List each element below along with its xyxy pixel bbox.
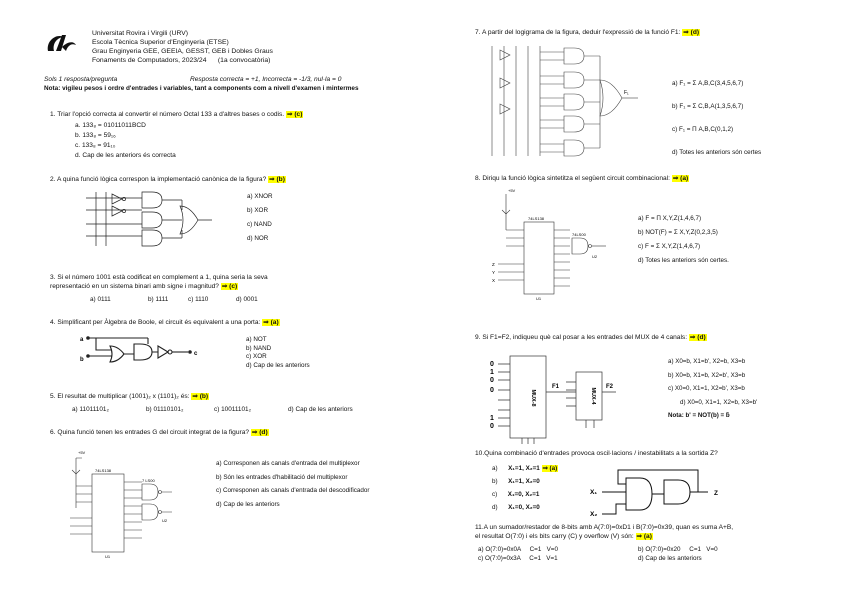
- question-4-options: [246, 336, 310, 370]
- rule-note: Nota: vigileu pesos i ordre d'entrades i variables, tant a components com a nivell d'examen i mintermes: [44, 85, 359, 92]
- rule-scoring: Resposta correcta = +1, Incorrecta = -1/3, nul·la = 0: [190, 76, 342, 83]
- question-6-answer: ⇒ (d): [251, 429, 268, 436]
- q1-option-b[interactable]: b. 133₈ = 59₁₆: [75, 132, 116, 139]
- logo-text: URV: [57, 51, 65, 56]
- q8-input-y: Y: [492, 270, 496, 275]
- question-4-answer: ⇒ (a): [263, 319, 279, 326]
- q8-chip-label: 74LS138: [528, 216, 545, 221]
- q8-circuit-diagram: [492, 186, 620, 302]
- question-7-options: [672, 72, 761, 164]
- q9-option-d[interactable]: d) X0=0, X1=1, X2=b, X3=b': [680, 398, 758, 406]
- q10-circuit-diagram: [590, 464, 740, 520]
- q9-f2-label: F2: [606, 384, 614, 390]
- q9-note: Nota: b' = NOT(b) = b̄: [668, 412, 730, 419]
- q4-option-c[interactable]: c) XOR: [246, 353, 267, 360]
- question-1: [50, 110, 303, 118]
- rule-one-answer: Sols 1 resposta/pregunta: [44, 76, 118, 83]
- question-2-answer: ⇒ (b): [269, 176, 285, 183]
- q3-option-d[interactable]: d) 0001: [236, 296, 258, 303]
- question-11-answer: ⇒ (a): [636, 533, 652, 540]
- svg-text:0: 0: [490, 387, 494, 394]
- q4-label-a: a: [80, 337, 84, 343]
- question-6-text: 6. Quina funció tenen les entrades G del circuit integrat de la figura?: [50, 429, 250, 436]
- q10-option-b[interactable]: b) X₁=1, X₂=0: [492, 478, 540, 485]
- q7-option-d[interactable]: d) Totes les anteriors són certes: [672, 149, 762, 156]
- q2-option-c[interactable]: c) NAND: [247, 221, 272, 228]
- question-8-answer: ⇒ (a): [672, 175, 689, 182]
- q1-option-c[interactable]: c. 133₈ = 91₁₀: [75, 142, 116, 149]
- q4-option-b[interactable]: b) NAND: [246, 344, 272, 352]
- question-9-options: [668, 355, 757, 423]
- q11-option-c[interactable]: c) O(7:0)=0x3A C=1 V=1: [478, 555, 558, 562]
- q8-input-x: X: [492, 278, 496, 283]
- question-7-text: 7. A partir del logigrama de la figura, deduir l'expressió de la funció F1:: [475, 29, 681, 36]
- q9-option-c[interactable]: c) X0=0, X1=1, X2=b', X3=b: [668, 385, 745, 392]
- q7-output-label: F₁: [624, 90, 629, 96]
- degree-name: Grau Enginyeria GEE, GEEIA, GESST, GEB i Dobles Graus: [92, 48, 273, 55]
- question-3-answer: ⇒ (c): [221, 283, 238, 290]
- q7-option-c[interactable]: c) F₁ = Π A,B,C(0,1,2): [672, 126, 734, 133]
- q10-option-d[interactable]: d) X₁=0, X₂=0: [492, 504, 540, 511]
- q10-option-a[interactable]: a) X₁=1, X₂=1 ⇒ (a): [492, 465, 558, 472]
- svg-text:1: 1: [490, 369, 494, 376]
- q3-option-b[interactable]: b) 1111: [148, 296, 169, 303]
- q2-circuit-diagram: [82, 188, 222, 250]
- question-5: [50, 392, 209, 400]
- q9-mux8-label: MUX-8: [530, 389, 536, 407]
- question-2-text: 2. A quina funció lògica correspon la implementació canònica de la figura?: [50, 176, 267, 183]
- question-7: [475, 28, 700, 36]
- q6-u2: U2: [162, 518, 168, 523]
- question-6: [50, 428, 269, 436]
- question-8: [475, 174, 689, 182]
- q11-option-b[interactable]: b) O(7:0)=0x20 C=1 V=0: [638, 546, 718, 553]
- q6-chip-label: 74LS138: [95, 468, 112, 473]
- q7-option-a[interactable]: a) F₁ = Σ A,B,C(3,4,5,6,7): [672, 80, 744, 87]
- question-4: [50, 318, 280, 326]
- q4-circuit-diagram: [80, 332, 208, 368]
- q4-option-d[interactable]: d) Cap de les anteriors: [246, 361, 310, 369]
- q1-option-a[interactable]: a. 133₈ = 01011011BCD: [75, 122, 146, 129]
- svg-text:0: 0: [490, 361, 494, 368]
- question-7-answer: ⇒ (d): [683, 29, 700, 36]
- q8-option-a[interactable]: a) F = Π X,Y,Z(1,4,6,7): [638, 215, 702, 222]
- q6-option-d[interactable]: d) Cap de les anteriors: [216, 500, 280, 508]
- q2-option-a[interactable]: a) XNOR: [247, 193, 273, 200]
- school-name: Escola Tècnica Superior d'Enginyeria (ETSE): [92, 39, 229, 46]
- convocatoria: (1a convocatòria): [217, 57, 271, 64]
- q9-option-a[interactable]: a) X0=b, X1=b', X2=b, X3=b: [668, 358, 746, 365]
- question-4-text: 4. Simplificant per Àlgebra de Boole, el circuit és equivalent a una porta:: [50, 319, 261, 326]
- q11-option-d[interactable]: d) Cap de les anteriors: [638, 555, 702, 562]
- q6-option-b[interactable]: b) Són les entrades d'habilitació del multiplexor: [216, 473, 348, 481]
- question-5-answer: ⇒ (b): [192, 393, 209, 400]
- q5-option-d[interactable]: d) Cap de les anteriors: [288, 406, 353, 413]
- question-10-answer: ⇒ (a): [542, 465, 558, 472]
- q3-option-c[interactable]: c) 1110: [188, 296, 209, 303]
- question-10-text: 10.Quina combinació d'entrades provoca oscil·lacions / inestabilitats a la sortida Z?: [475, 450, 718, 457]
- question-1-options: [75, 121, 176, 161]
- question-9-text: 9. Si F1=F2, indiqueu què cal posar a les entrades del MUX de 4 canals:: [475, 334, 688, 341]
- q10-x2-label: X₂: [590, 511, 598, 518]
- q4-label-c: c: [194, 351, 198, 357]
- question-11-text-line1: 11.A un sumador/restador de 8-bits amb A(7:0)=0xD1 i B(7:0)=0x39, quan es suma A+B,: [475, 524, 734, 531]
- q8-option-c[interactable]: c) F = Σ X,Y,Z(1,4,6,7): [638, 243, 701, 250]
- q9-circuit-diagram: [488, 352, 638, 444]
- q5-option-b[interactable]: b) 01110101₂: [146, 406, 184, 413]
- svg-text:0: 0: [490, 377, 494, 384]
- question-11: [475, 523, 733, 541]
- question-6-options: [216, 460, 386, 509]
- q4-label-b: b: [80, 357, 84, 363]
- question-3-text-line1: 3. Si el número 1001 està codificat en complement a 1, quina seria la seva: [50, 274, 268, 281]
- question-10-options: [492, 462, 558, 514]
- question-2-options: [247, 190, 273, 246]
- question-11-text-line2: el resultat O(7:0) i els bits carry (C) y overflow (V) són:: [475, 533, 634, 540]
- q10-x1-label: X₁: [590, 489, 598, 496]
- q6-option-c[interactable]: c) Corresponen als canals d'entrada del descodificador: [216, 487, 370, 494]
- q7-logigram: [488, 40, 648, 160]
- q8-vcc: +5V: [508, 188, 516, 193]
- question-1-text: 1. Triar l'opció correcta al convertir el número Octal 133 a d'altres bases o codis.: [50, 111, 285, 118]
- q9-mux4-label: MUX-4: [590, 387, 596, 405]
- q2-option-d[interactable]: d) NOR: [247, 235, 269, 242]
- question-1-answer: ⇒ (c): [286, 111, 303, 118]
- q11-option-a[interactable]: a) O(7:0)=0x0A C=1 V=0: [478, 546, 558, 553]
- q8-u1: U1: [536, 296, 542, 301]
- question-9-answer: ⇒ (d): [689, 334, 706, 341]
- question-3: [50, 273, 268, 291]
- q6-chip2-label: 7 LS00: [142, 478, 155, 483]
- q8-chip2-label: 74LS00: [572, 232, 586, 237]
- q10-option-c[interactable]: c) X₁=0, X₂=1: [492, 491, 540, 498]
- question-8-text: 8. Diriqu la funció lògica sintetitza el següent circuit combinacional:: [475, 175, 670, 182]
- question-10: [475, 450, 718, 457]
- course-name: Fonaments de Computadors, 2023/24 (1a convocatòria): [92, 57, 271, 64]
- svg-text:0: 0: [490, 423, 494, 430]
- q10-z-label: Z: [714, 490, 718, 497]
- q6-vcc: +5V: [78, 450, 86, 455]
- q5-option-a[interactable]: a) 11011101₂: [72, 406, 109, 413]
- q2-option-b[interactable]: b) XOR: [247, 207, 268, 214]
- q6-u1: U1: [105, 554, 111, 559]
- q8-option-d[interactable]: d) Totes les anteriors són certes.: [638, 257, 729, 264]
- q6-circuit-diagram: [62, 448, 192, 560]
- q8-input-z: Z: [492, 262, 495, 267]
- q8-option-b[interactable]: b) NOT(F) = Σ X,Y,Z(0,2,3,5): [638, 229, 718, 236]
- question-5-text: 5. El resultat de multiplicar (1001)₂ x (1101)₂ és:: [50, 393, 190, 400]
- q5-option-c[interactable]: c) 10011101₂: [214, 406, 252, 413]
- q9-f1-label: F1: [552, 384, 560, 390]
- urv-logo: [44, 31, 78, 55]
- q4-option-a[interactable]: a) NOT: [246, 336, 267, 343]
- q6-option-a[interactable]: a) Corresponen als canals d'entrada del multiplexor: [216, 460, 360, 467]
- header-block: [92, 29, 273, 65]
- question-8-options: [638, 212, 729, 268]
- q7-option-b[interactable]: b) F₁ = Σ C,B,A(1,3,5,6,7): [672, 103, 744, 110]
- q9-option-b[interactable]: b) X0=b, X1=b, X2=b', X3=b: [668, 371, 746, 379]
- q3-option-a[interactable]: a) 0111: [90, 296, 111, 303]
- q1-option-d[interactable]: d. Cap de les anteriors és correcta: [75, 152, 176, 159]
- q8-u2: U2: [592, 254, 598, 259]
- svg-text:1: 1: [490, 415, 494, 422]
- question-2: [50, 175, 286, 183]
- question-3-text-line2: representació en un sistema binari amb signe i magnitud?: [50, 283, 219, 290]
- question-9: [475, 333, 707, 341]
- university-name: Universitat Rovira i Virgili (URV): [92, 30, 189, 37]
